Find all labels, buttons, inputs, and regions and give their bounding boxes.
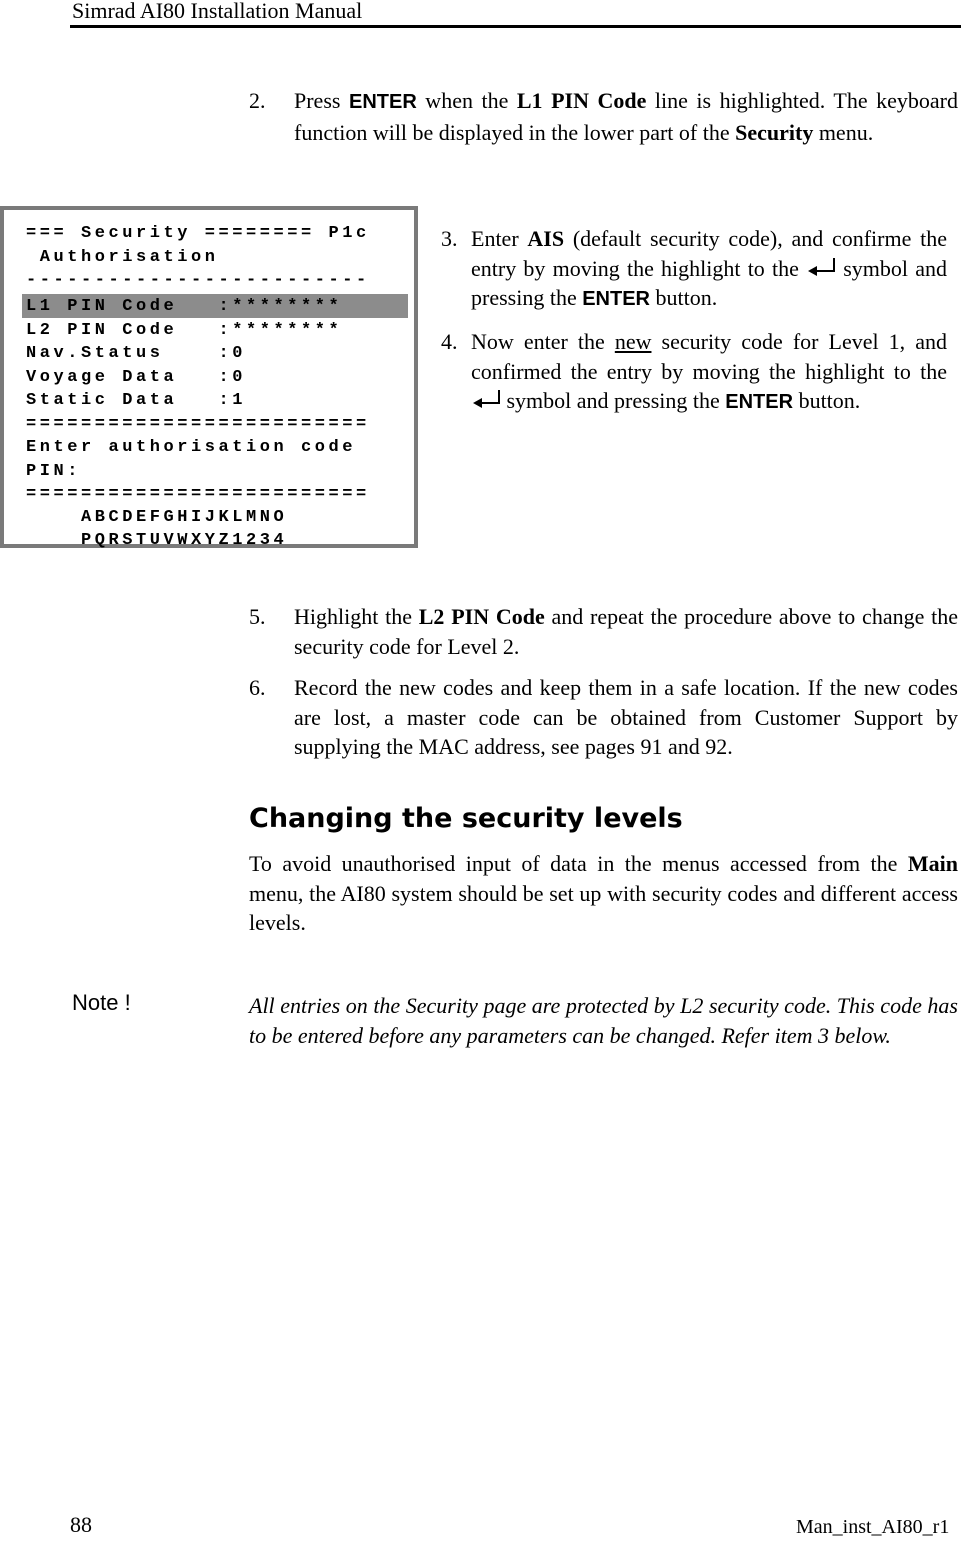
step-3-number: 3. — [441, 226, 458, 251]
step-4-number: 4. — [441, 329, 458, 354]
page-number: 88 — [70, 1512, 92, 1537]
header-rule — [70, 25, 961, 28]
screen-line-keyboard: PQRSTUVWXYZ1234 — [26, 531, 288, 550]
screen-line: Voyage Data :0 — [26, 368, 247, 387]
step-5-text: Highlight the L2 PIN Code and repeat the procedure above to change the security code for Level 2. — [294, 604, 958, 659]
section-heading: Changing the security levels — [249, 803, 683, 834]
step-3-text: Enter AIS (default security code), and confirme the entry by moving the highlight to the symbol and pressing the ENTER button. — [471, 226, 947, 310]
screen-line-l2-pin: L2 PIN Code :******** — [26, 321, 343, 340]
screen-line: Nav.Status :0 — [26, 344, 247, 363]
step-6-number: 6. — [249, 675, 266, 700]
screen-line-keyboard: ABCDEFGHIJKLMNO — [26, 508, 288, 527]
step-2-text: Press ENTER when the L1 PIN Code line is highlighted. The keyboard function will be displayed in the lower part of the Security menu. — [294, 88, 959, 145]
note-label: Note ! — [72, 990, 131, 1015]
enter-arrow-icon — [471, 390, 501, 410]
screen-line: Static Data :1 — [26, 391, 247, 410]
screen-line: ------------------------- — [26, 271, 370, 290]
screen-line: Enter authorisation code — [26, 438, 357, 457]
step-6-text: Record the new codes and keep them in a safe location. If the new codes are lost, a master code can be obtained from Customer Support by supplying the MAC address, see pages 91 and 92. — [294, 675, 958, 759]
screen-line: === Security ======== P1c — [26, 224, 370, 243]
screen-line: Authorisation — [26, 248, 219, 267]
document-id: Man_inst_AI80_r1 — [796, 1516, 950, 1538]
step-5-number: 5. — [249, 604, 266, 629]
step-2-number: 2. — [249, 88, 266, 113]
screen-line: PIN: — [26, 462, 82, 481]
screen-line: ========================= — [26, 485, 370, 504]
note-text: All entries on the Security page are protected by L2 security code. This code has to be entered before any parameters can be changed. Refer item 3 below. — [249, 993, 958, 1048]
security-menu-screen — [0, 206, 418, 548]
enter-arrow-icon — [806, 258, 836, 278]
running-header: Simrad AI80 Installation Manual — [72, 0, 363, 23]
screen-line-l1-pin: L1 PIN Code :******** — [26, 297, 343, 316]
screen-line: ========================= — [26, 415, 370, 434]
section-body: To avoid unauthorised input of data in the menus accessed from the Main menu, the AI80 system should be set up with security codes and different access levels. — [249, 851, 958, 935]
step-4-text: Now enter the new security code for Level 1, and confirmed the entry by moving the highlight to the symbol and pressing the ENTER button. — [471, 329, 948, 413]
